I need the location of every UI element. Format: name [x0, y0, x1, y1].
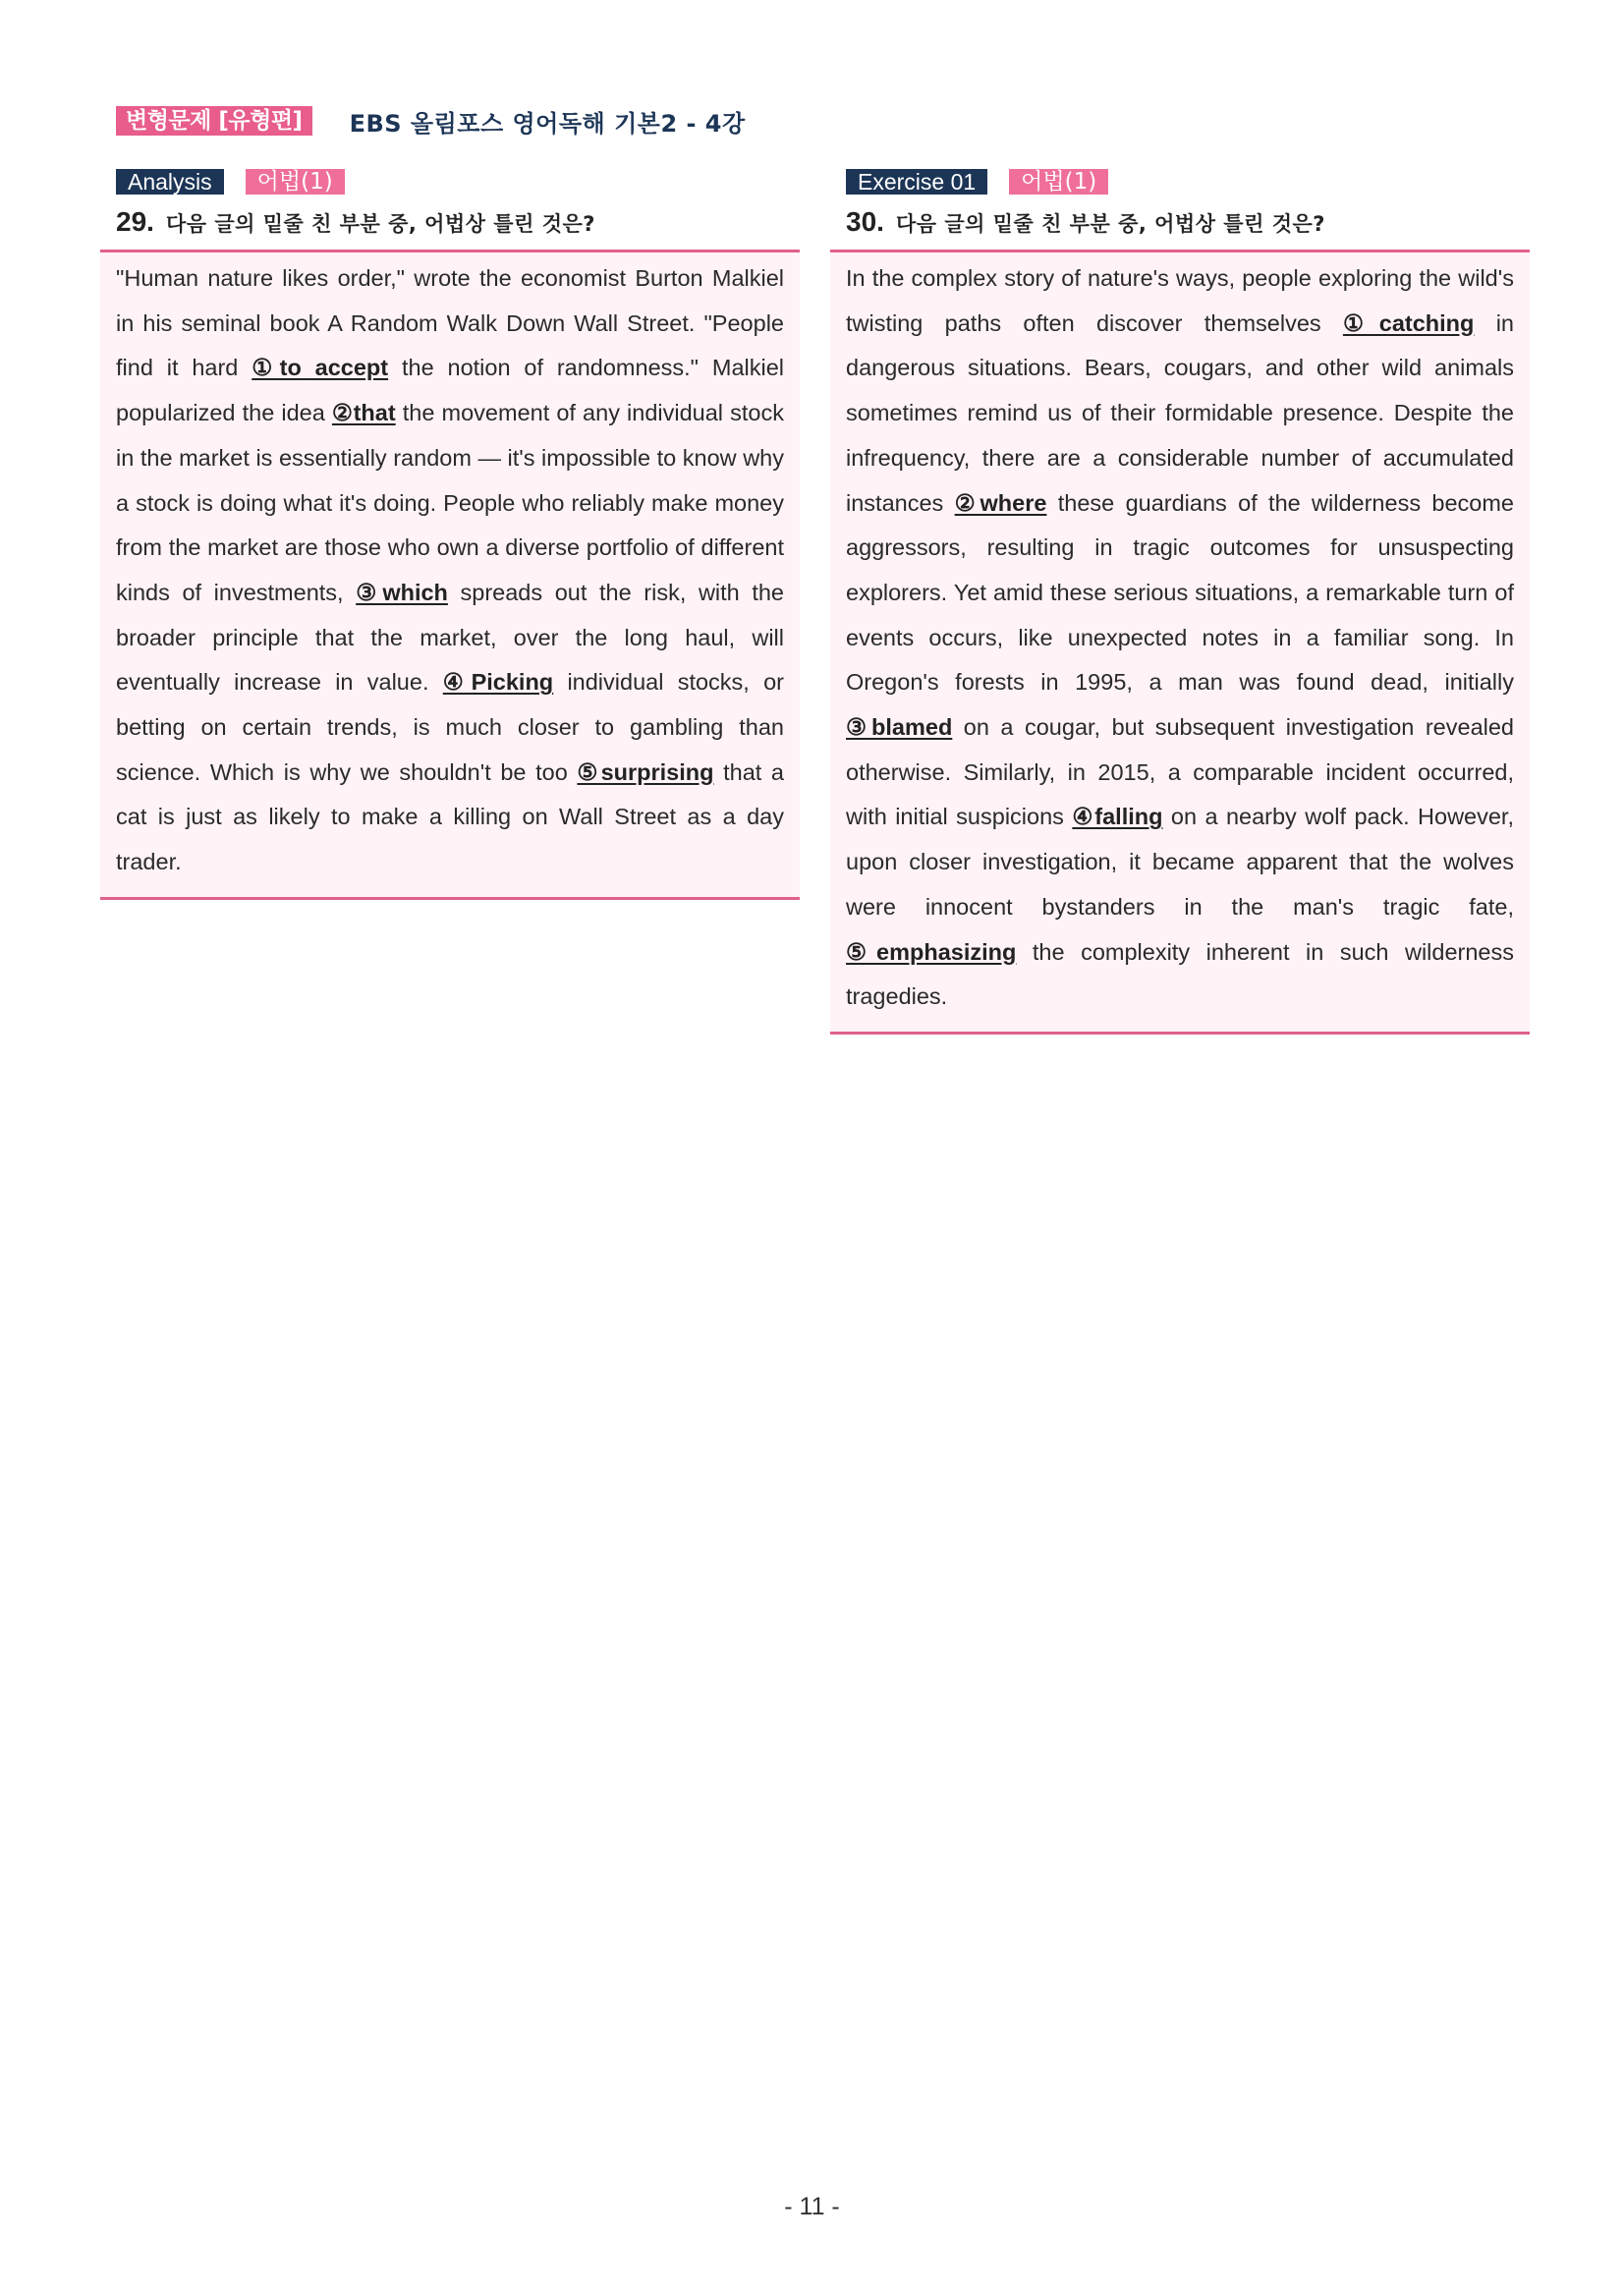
passage-text: on a cougar, but subsequent investigation revealed otherwise. Similarly, in 2015, a comparable incident occurred, with initial suspicions [846, 714, 1515, 830]
page-header [116, 104, 746, 138]
underlined-choice: ③which [356, 579, 448, 605]
page-number: - 11 - [784, 2193, 840, 2220]
question-number: 29. [116, 206, 154, 237]
question-number: 30. [846, 206, 884, 237]
passage-text: In the complex story of nature's ways, people exploring the wild's twisting paths often discover themselves [846, 265, 1514, 336]
passage-text: spreads out the risk, with the broader principle that the market, over the long haul, will eventually increase in value. [116, 579, 785, 696]
question-text: 다음 글의 밑줄 친 부분 중, 어법상 틀린 것은? [895, 212, 1325, 236]
badge-row [846, 169, 1530, 195]
passage-text: that a cat is just as likely to make a killing on Wall Street as a day trader. [116, 758, 784, 875]
category-badge: 어법(1) [1009, 169, 1108, 195]
underlined-choice: ①catching [1342, 309, 1475, 336]
underlined-choice: ④Picking [442, 669, 554, 696]
passage-text: the complexity inherent in such wilderness tragedies. [846, 938, 1515, 1010]
question-column-left [100, 169, 800, 900]
section-tag: 변형문제 [유형편] [116, 106, 312, 136]
passage-text: the movement of any individual stock in the market is essentially random — it's impossible to know why a stock is doing what it's doing. People who reliably make money from the market are those who own a diverse portfolio of different kinds of investments, [116, 400, 784, 605]
question-line [846, 206, 1530, 240]
type-badge: Exercise 01 [846, 169, 987, 195]
passage-box [100, 250, 800, 900]
passage-text: on a nearby wolf pack. However, upon closer investigation, it became apparent that the wolves were innocent bystanders in the man's tragic fate, [846, 804, 1514, 920]
passage-text: in dangerous situations. Bears, cougars, and other wild animals sometimes remind us of their formidable presence. Despite the infrequency, there are a considerable number of accumulated instances [846, 309, 1514, 516]
underlined-choice: ②that [331, 400, 396, 426]
underlined-choice: ⑤emphasizing [846, 938, 1017, 965]
passage-text: the notion of randomness." Malkiel popularized the idea [116, 355, 784, 426]
question-text: 다음 글의 밑줄 친 부분 중, 어법상 틀린 것은? [165, 212, 595, 236]
category-badge: 어법(1) [246, 169, 345, 195]
underlined-choice: ②where [954, 489, 1047, 516]
type-badge: Analysis [116, 169, 224, 195]
header-title: EBS 올림포스 영어독해 기본2 - 4강 [349, 109, 746, 138]
passage-text: individual stocks, or betting on certain trends, is much closer to gambling than science. Which is why we shouldn't be too [116, 669, 785, 785]
passage-text: "Human nature likes order," wrote the economist Burton Malkiel in his seminal book A Random Walk Down Wall Street. "People find it hard [116, 265, 784, 381]
question-column-right [830, 169, 1530, 1035]
underlined-choice: ①to accept [252, 355, 389, 381]
underlined-choice: ④falling [1072, 804, 1163, 830]
passage-box [830, 250, 1530, 1035]
underlined-choice: ③blamed [846, 714, 953, 741]
underlined-choice: ⑤surprising [577, 758, 714, 785]
badge-row [116, 169, 800, 195]
question-line [116, 206, 800, 240]
passage-text: these guardians of the wilderness become aggressors, resulting in tragic outcomes for unsuspecting explorers. Yet amid these serious situations, a remarkable turn of events occurs, like unexpected notes in a familiar song. In Oregon's forests in 1995, a man was found dead, initially [846, 489, 1515, 696]
